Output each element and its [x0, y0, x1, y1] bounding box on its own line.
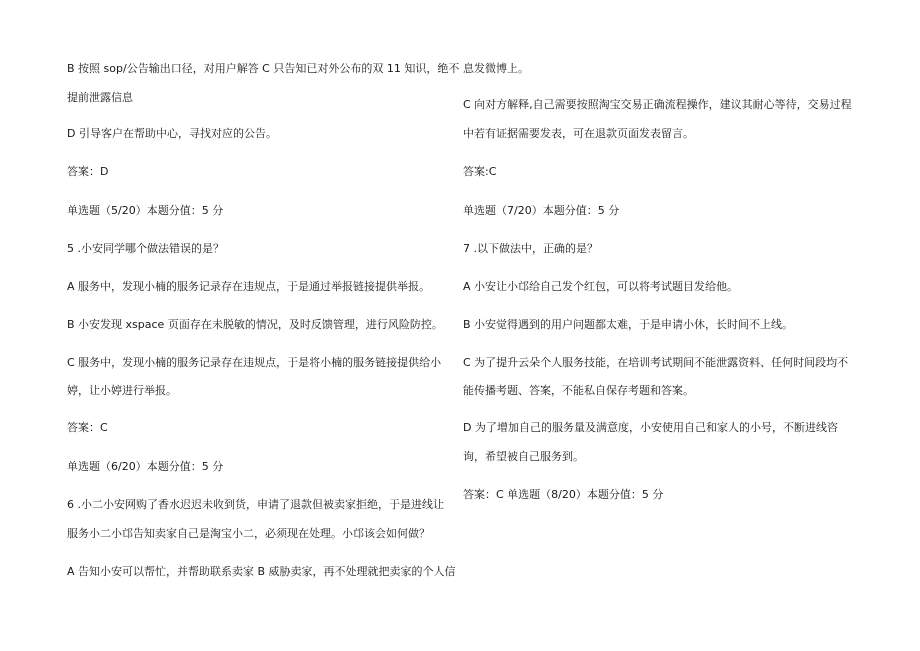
- option-b-line-2: 提前泄露信息: [67, 91, 133, 104]
- option-b: B 小安觉得遇到的用户问题都太难，于是申请小休，长时间不上线。: [463, 318, 794, 331]
- answer: 答案：D: [67, 165, 109, 178]
- question-header: 单选题（7/20）本题分值：5 分: [463, 204, 620, 217]
- option-b-continuation: 息发微博上。: [463, 62, 529, 75]
- option-c-line-2: 中若有证据需要发表，可在退款页面发表留言。: [463, 127, 694, 140]
- question-text-line-2: 服务小二小邙告知卖家自己是淘宝小二，必须现在处理。小邙该会如何做？: [67, 527, 430, 540]
- options-a-b: A 告知小安可以帮忙，并帮助联系卖家 B 威胁卖家，再不处理就把卖家的个人信: [67, 565, 456, 578]
- option-d-line-1: D 为了增加自己的服务量及满意度，小安使用自己和家人的小号，不断进线咨: [463, 421, 838, 434]
- option-c-line-2: 能传播考题、答案，不能私自保存考题和答案。: [463, 384, 694, 397]
- answer-and-question-header: 答案：C 单选题（8/20）本题分值：5 分: [463, 488, 664, 501]
- option-d-line-2: 询，希望被自己服务到。: [463, 450, 584, 463]
- option-c-line-2: 婷，让小婷进行举报。: [67, 384, 177, 397]
- option-c-line-1: C 服务中，发现小楠的服务记录存在违规点，于是将小楠的服务链接提供给小: [67, 356, 442, 369]
- option-b: B 小安发现 xspace 页面存在未脱敏的情况，及时反馈管理，进行风险防控。: [67, 318, 443, 331]
- question-header: 单选题（5/20）本题分值：5 分: [67, 204, 224, 217]
- option-b-line-1: B 按照 sop/公告输出口径，对用户解答 C 只告知已对外公布的双 11 知识，绝不: [67, 62, 460, 75]
- option-a: A 小安让小邙给自己发个红包，可以将考试题目发给他。: [463, 280, 739, 293]
- option-a: A 服务中，发现小楠的服务记录存在违规点，于是通过举报链接提供举报。: [67, 280, 431, 293]
- question-text-line-1: 6 .小二小安网购了香水迟迟未收到货，申请了退款但被卖家拒绝，于是进线让: [67, 498, 444, 511]
- answer: 答案:C: [463, 165, 497, 178]
- question-text: 5 .小安同学哪个做法错误的是？: [67, 242, 224, 255]
- option-c-line-1: C 向对方解释,自己需要按照淘宝交易正确流程操作，建议其耐心等待，交易过程: [463, 98, 852, 111]
- question-text: 7 .以下做法中，正确的是？: [463, 242, 598, 255]
- question-header: 单选题（6/20）本题分值：5 分: [67, 460, 224, 473]
- option-d: D 引导客户在帮助中心，寻找对应的公告。: [67, 127, 277, 140]
- answer: 答案：C: [67, 421, 108, 434]
- option-c-line-1: C 为了提升云朵个人服务技能，在培训考试期间不能泄露资料、任何时间段均不: [463, 356, 849, 369]
